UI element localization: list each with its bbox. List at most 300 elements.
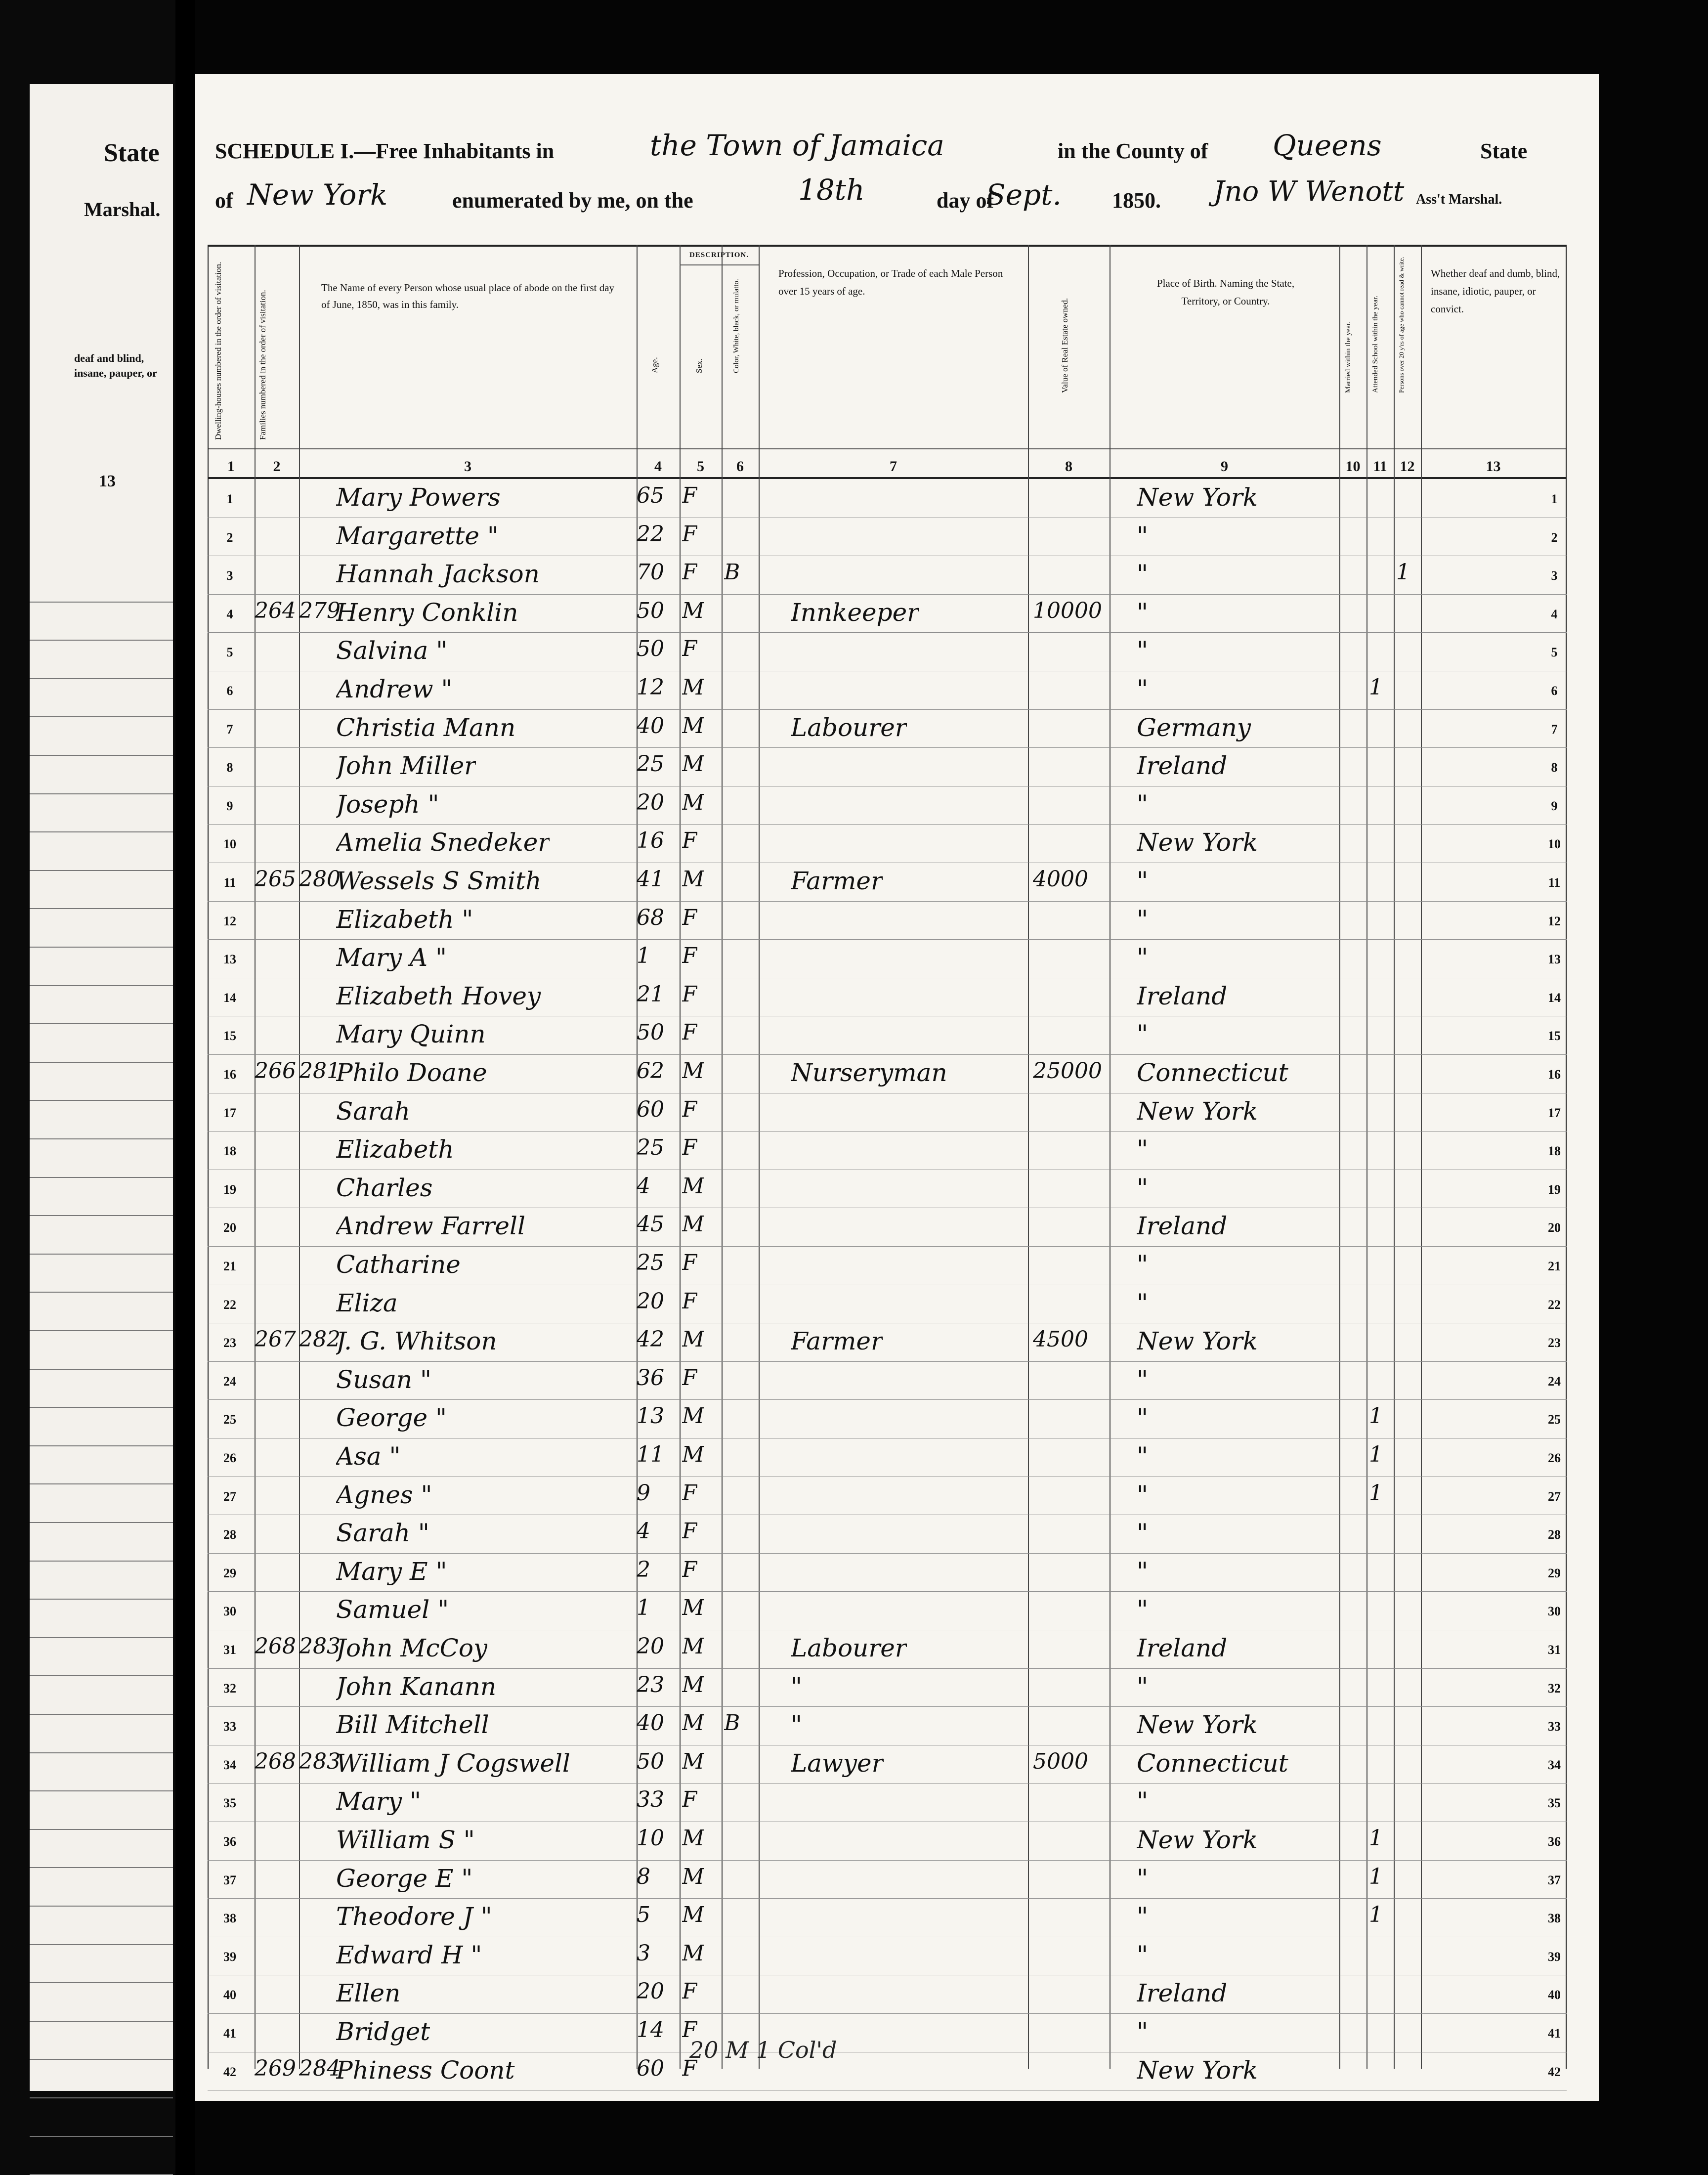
row-number-left: 5 <box>226 645 233 660</box>
row-number-right: 7 <box>1551 722 1558 737</box>
row-number-left: 27 <box>223 1489 236 1504</box>
cell-occ: Farmer <box>791 867 883 895</box>
cell-sex: M <box>682 1864 705 1889</box>
cell-name: John Kanann <box>336 1672 497 1701</box>
cell-birth: " <box>1137 1020 1148 1049</box>
row-rule <box>208 709 1567 710</box>
prev-page-rule <box>30 1599 173 1600</box>
cell-dw: 269 <box>255 2055 296 2081</box>
prev-page-rule <box>30 1177 173 1178</box>
col-num-1: 1 <box>227 458 235 475</box>
footer-tally: 20 M 1 Col'd <box>689 2037 837 2063</box>
col-border-13 <box>1566 245 1567 2069</box>
cell-sex: F <box>682 981 697 1007</box>
row-number-right: 36 <box>1548 1834 1561 1849</box>
row-number-right: 9 <box>1551 798 1558 813</box>
row-rule <box>208 901 1567 902</box>
row-number-right: 18 <box>1548 1144 1561 1159</box>
cell-sex: M <box>682 1940 705 1966</box>
cell-name: John McCoy <box>336 1634 488 1662</box>
row-number-right: 29 <box>1548 1566 1561 1580</box>
col-border-2 <box>299 245 300 2069</box>
row-number-left: 17 <box>223 1105 236 1120</box>
cell-age: 10 <box>637 1826 664 1851</box>
census-table <box>208 245 1567 2085</box>
cell-val: 5000 <box>1033 1748 1088 1774</box>
cell-name: Ellen <box>336 1979 401 2008</box>
cell-birth: " <box>1137 1787 1148 1816</box>
prev-marshal-label: Marshal. <box>84 198 161 220</box>
cell-dw: 264 <box>255 598 296 623</box>
cell-occ: Labourer <box>791 713 907 742</box>
cell-sch: 1 <box>1369 1442 1383 1467</box>
row-number-left: 31 <box>223 1643 236 1657</box>
cell-name: Andrew " <box>336 675 453 703</box>
cell-name: Philo Doane <box>336 1058 487 1087</box>
prev-page-rule <box>30 2097 173 2098</box>
cell-age: 33 <box>637 1787 664 1813</box>
row-number-left: 12 <box>223 914 236 928</box>
row-number-right: 24 <box>1548 1374 1561 1389</box>
col-header-13: Whether deaf and dumb, blind, insane, idiotic, pauper, or convict. <box>1431 267 1560 315</box>
cell-birth: " <box>1137 1940 1148 1969</box>
marshal-name: Jno W Wenott <box>1213 175 1405 208</box>
row-number-left: 9 <box>226 798 233 813</box>
col-header-10: Married within the year. <box>1344 321 1352 393</box>
row-number-right: 40 <box>1548 1988 1561 2002</box>
cell-age: 11 <box>637 1442 664 1467</box>
cell-birth: New York <box>1137 2055 1258 2085</box>
row-number-left: 3 <box>226 568 233 583</box>
row-number-right: 13 <box>1548 952 1561 967</box>
cell-birth: " <box>1137 1250 1148 1279</box>
cell-sex: M <box>682 867 705 892</box>
cell-val: 25000 <box>1033 1058 1102 1084</box>
cell-occ: Lawyer <box>791 1748 884 1778</box>
cell-age: 40 <box>637 1710 664 1736</box>
cell-occ: Innkeeper <box>791 598 919 627</box>
cell-sex: M <box>682 1710 705 1736</box>
cell-sex: M <box>682 1173 705 1199</box>
cell-name: Phiness Coont <box>336 2055 515 2085</box>
cell-age: 1 <box>637 943 650 969</box>
cell-fam: 280 <box>299 867 341 892</box>
row-number-right: 1 <box>1551 492 1558 506</box>
prev-page-rule <box>30 1369 173 1370</box>
cell-name: George E " <box>336 1864 473 1893</box>
cell-age: 62 <box>637 1058 664 1084</box>
cell-sex: M <box>682 1442 705 1467</box>
row-number-left: 22 <box>223 1297 236 1312</box>
row-number-left: 11 <box>223 875 236 890</box>
prev-page-rule <box>30 1522 173 1523</box>
cell-birth: " <box>1137 2017 1148 2046</box>
cell-age: 23 <box>637 1672 664 1697</box>
cell-sex: M <box>682 1826 705 1851</box>
cell-name: John Miller <box>336 751 476 781</box>
cell-sex: M <box>682 751 705 777</box>
cell-sex: M <box>682 675 705 700</box>
cell-fam: 281 <box>299 1058 341 1084</box>
col-header-9: Place of Birth. Naming the State, Territory, or Country. <box>1156 277 1295 307</box>
cell-name: Hannah Jackson <box>336 560 540 589</box>
cell-name: Salvina " <box>336 636 448 665</box>
row-number-left: 38 <box>223 1911 236 1926</box>
prev-page-rule <box>30 1138 173 1139</box>
prev-page-rule <box>30 2059 173 2060</box>
prev-column-label: deaf and blind, insane, pauper, or <box>74 352 157 379</box>
year-label: 1850. <box>1112 188 1161 213</box>
col-num-2: 2 <box>273 458 281 475</box>
col-border-4 <box>680 245 681 2069</box>
cell-birth: " <box>1137 943 1148 972</box>
row-number-left: 30 <box>223 1604 236 1619</box>
cell-sex: M <box>682 1634 705 1659</box>
cell-fam: 282 <box>299 1327 341 1352</box>
cell-age: 45 <box>637 1212 664 1237</box>
cell-dw: 265 <box>255 867 296 892</box>
cell-birth: " <box>1137 675 1148 703</box>
cell-sch: 1 <box>1369 1826 1383 1851</box>
cell-sch: 1 <box>1369 675 1383 700</box>
cell-sch: 1 <box>1369 1403 1383 1429</box>
cell-name: Charles <box>336 1173 433 1202</box>
cell-age: 60 <box>637 2055 664 2081</box>
cell-name: Sarah <box>336 1096 410 1126</box>
cell-sex: F <box>682 1979 697 2004</box>
cell-dw: 267 <box>255 1327 296 1352</box>
cell-age: 50 <box>637 1020 664 1045</box>
cell-occ: Farmer <box>791 1327 883 1356</box>
cell-birth: " <box>1137 1595 1148 1624</box>
row-number-left: 35 <box>223 1796 236 1811</box>
cell-birth: " <box>1137 1173 1148 1202</box>
row-rule <box>208 1246 1567 1247</box>
prev-page-rule <box>30 1675 173 1676</box>
cell-sex: F <box>682 560 697 585</box>
row-number-right: 22 <box>1548 1297 1561 1312</box>
cell-name: Elizabeth Hovey <box>336 981 541 1010</box>
state-label: State <box>1480 139 1528 163</box>
cell-name: Andrew Farrell <box>336 1212 525 1241</box>
cell-name: Sarah " <box>336 1519 429 1548</box>
cell-val: 4500 <box>1033 1327 1088 1352</box>
cell-occ: " <box>791 1710 802 1740</box>
prev-page-rule <box>30 1062 173 1063</box>
cell-sex: M <box>682 1058 705 1084</box>
cell-age: 2 <box>637 1557 650 1582</box>
cell-birth: " <box>1137 1672 1148 1701</box>
cell-birth: New York <box>1137 483 1258 512</box>
previous-page-edge <box>30 84 173 2091</box>
colnum-rule <box>208 477 1567 479</box>
row-number-left: 26 <box>223 1451 236 1465</box>
prev-page-rule <box>30 1407 173 1408</box>
prev-page-rule <box>30 2021 173 2022</box>
cell-fam: 283 <box>299 1634 341 1659</box>
col-border-1 <box>255 245 256 2069</box>
row-number-left: 13 <box>223 952 236 967</box>
row-number-right: 30 <box>1548 1604 1561 1619</box>
row-number-left: 33 <box>223 1719 236 1734</box>
col-border-5 <box>722 245 723 2069</box>
row-number-right: 39 <box>1548 1949 1561 1964</box>
prev-page-rule <box>30 1254 173 1255</box>
row-rule <box>208 1399 1567 1400</box>
col-header-12: Persons over 20 y'rs of age who cannot read & write. <box>1398 257 1405 393</box>
row-number-right: 41 <box>1548 2026 1561 2041</box>
cell-val: 4000 <box>1033 867 1088 892</box>
cell-birth: Germany <box>1137 713 1251 742</box>
cell-sex: F <box>682 636 697 662</box>
col-header-7: Profession, Occupation, or Trade of each Male Person over 15 years of age. <box>778 267 1003 297</box>
col-num-5: 5 <box>697 458 704 475</box>
row-number-left: 8 <box>226 760 233 775</box>
cell-sex: M <box>682 1902 705 1928</box>
prev-page-rule <box>30 947 173 948</box>
cell-birth: New York <box>1137 1327 1258 1356</box>
cell-name: Henry Conklin <box>336 598 518 627</box>
cell-age: 20 <box>637 789 664 815</box>
cell-age: 50 <box>637 1748 664 1774</box>
cell-sex: F <box>682 905 697 930</box>
prev-page-rule <box>30 640 173 641</box>
cell-birth: " <box>1137 521 1148 550</box>
row-rule <box>208 1054 1567 1055</box>
row-number-left: 40 <box>223 1988 236 2002</box>
cell-sex: M <box>682 713 705 739</box>
cell-name: Mary A " <box>336 943 447 972</box>
prev-page-rule <box>30 1215 173 1216</box>
cell-illit: 1 <box>1396 560 1410 585</box>
county-label: in the County of <box>1058 139 1208 163</box>
row-number-left: 6 <box>226 684 233 698</box>
cell-name: J. G. Whitson <box>336 1327 497 1356</box>
row-number-left: 39 <box>223 1949 236 1964</box>
cell-birth: " <box>1137 1480 1148 1509</box>
col-num-4: 4 <box>654 458 662 475</box>
row-rule <box>208 1553 1567 1554</box>
row-number-left: 29 <box>223 1566 236 1580</box>
prev-page-rule <box>30 2136 173 2137</box>
col-border-9 <box>1339 245 1340 2069</box>
cell-sex: F <box>682 828 697 854</box>
row-number-left: 23 <box>223 1336 236 1350</box>
cell-birth: Ireland <box>1137 1212 1228 1241</box>
cell-sex: M <box>682 1672 705 1697</box>
cell-age: 25 <box>637 1135 664 1161</box>
prev-page-rule <box>30 831 173 832</box>
row-number-left: 37 <box>223 1872 236 1887</box>
cell-age: 60 <box>637 1096 664 1122</box>
row-rule <box>208 1783 1567 1784</box>
cell-age: 50 <box>637 636 664 662</box>
cell-birth: " <box>1137 1365 1148 1394</box>
cell-name: Margarette " <box>336 521 499 550</box>
prev-page-rule <box>30 870 173 871</box>
row-number-left: 18 <box>223 1144 236 1159</box>
cell-sch: 1 <box>1369 1864 1383 1889</box>
cell-age: 4 <box>637 1173 650 1199</box>
cell-age: 42 <box>637 1327 664 1352</box>
row-number-right: 6 <box>1551 684 1558 698</box>
cell-age: 41 <box>637 867 664 892</box>
cell-sch: 1 <box>1369 1902 1383 1928</box>
col-header-11: Attended School within the year. <box>1371 295 1379 393</box>
cell-age: 68 <box>637 905 664 930</box>
row-rule <box>208 2013 1567 2014</box>
row-number-right: 31 <box>1548 1643 1561 1657</box>
col-num-8: 8 <box>1065 458 1072 475</box>
row-number-left: 14 <box>223 990 236 1005</box>
prev-page-rule <box>30 755 173 756</box>
row-number-left: 34 <box>223 1757 236 1772</box>
col-border-7 <box>1028 245 1029 2069</box>
col-header-6: Color, White, black, or mulatto. <box>732 279 740 373</box>
schedule-label: SCHEDULE I.—Free Inhabitants in <box>215 139 555 163</box>
cell-birth: " <box>1137 560 1148 589</box>
cell-name: Susan " <box>336 1365 432 1394</box>
prev-page-rule <box>30 1637 173 1638</box>
prev-page-rule <box>30 716 173 717</box>
cell-sex: F <box>682 1365 697 1391</box>
cell-sex: F <box>682 1480 697 1506</box>
cell-birth: New York <box>1137 1096 1258 1126</box>
cell-name: Wessels S Smith <box>336 867 542 895</box>
row-rule <box>208 1898 1567 1899</box>
prev-page-rule <box>30 1561 173 1562</box>
cell-sex: F <box>682 1020 697 1045</box>
col-num-3: 3 <box>464 458 471 475</box>
col-header-4: Age. <box>650 357 659 373</box>
cell-val: 10000 <box>1033 598 1102 623</box>
cell-name: Joseph " <box>336 789 439 819</box>
state-name: New York <box>247 178 388 212</box>
row-number-left: 24 <box>223 1374 236 1389</box>
prev-page-rule <box>30 1023 173 1024</box>
cell-birth: " <box>1137 598 1148 627</box>
cell-color: B <box>724 560 740 585</box>
cell-age: 1 <box>637 1595 650 1621</box>
row-number-right: 8 <box>1551 760 1558 775</box>
cell-dw: 266 <box>255 1058 296 1084</box>
cell-age: 21 <box>637 981 664 1007</box>
cell-age: 5 <box>637 1902 650 1928</box>
row-number-left: 15 <box>223 1029 236 1044</box>
cell-name: Bill Mitchell <box>336 1710 489 1740</box>
row-rule <box>208 747 1567 748</box>
cell-age: 20 <box>637 1979 664 2004</box>
enumerated-label: enumerated by me, on the <box>452 188 693 213</box>
cell-age: 3 <box>637 1940 650 1966</box>
cell-birth: New York <box>1137 1826 1258 1854</box>
enumeration-day: 18th <box>798 173 865 207</box>
cell-age: 65 <box>637 483 664 508</box>
row-number-right: 16 <box>1548 1067 1561 1082</box>
cell-age: 70 <box>637 560 664 585</box>
col-border-6 <box>759 245 760 2069</box>
cell-age: 25 <box>637 1250 664 1275</box>
cell-sex: F <box>682 1519 697 1544</box>
prev-page-rule <box>30 1829 173 1830</box>
prev-page-rule <box>30 1867 173 1868</box>
prev-page-rule <box>30 1292 173 1293</box>
cell-sex: M <box>682 1212 705 1237</box>
cell-sch: 1 <box>1369 1480 1383 1506</box>
cell-age: 8 <box>637 1864 650 1889</box>
cell-sex: M <box>682 1327 705 1352</box>
row-number-left: 2 <box>226 530 233 545</box>
row-number-right: 35 <box>1548 1796 1561 1811</box>
row-number-right: 32 <box>1548 1681 1561 1696</box>
row-number-left: 7 <box>226 722 233 737</box>
cell-occ: " <box>791 1672 802 1701</box>
row-rule <box>208 939 1567 940</box>
cell-birth: Ireland <box>1137 1979 1228 2008</box>
row-number-left: 10 <box>223 837 236 852</box>
prev-page-rule <box>30 1982 173 1983</box>
cell-birth: " <box>1137 1557 1148 1586</box>
cell-birth: " <box>1137 905 1148 934</box>
row-rule <box>208 1668 1567 1669</box>
cell-age: 14 <box>637 2017 664 2043</box>
row-number-right: 14 <box>1548 990 1561 1005</box>
place-name: the Town of Jamaica <box>650 129 944 162</box>
cell-sex: F <box>682 2055 697 2081</box>
cell-name: Elizabeth " <box>336 905 473 934</box>
cell-name: Asa " <box>336 1442 401 1471</box>
cell-age: 50 <box>637 598 664 623</box>
row-number-left: 41 <box>223 2026 236 2041</box>
row-number-right: 11 <box>1548 875 1561 890</box>
row-number-right: 10 <box>1548 837 1561 852</box>
row-rule <box>208 1860 1567 1861</box>
cell-age: 40 <box>637 713 664 739</box>
cell-birth: " <box>1137 1135 1148 1164</box>
cell-name: Mary Quinn <box>336 1020 486 1049</box>
cell-fam: 284 <box>299 2055 341 2081</box>
row-number-right: 20 <box>1548 1220 1561 1235</box>
row-rule <box>208 1706 1567 1707</box>
cell-birth: " <box>1137 1442 1148 1471</box>
row-number-left: 25 <box>223 1412 236 1427</box>
row-number-left: 21 <box>223 1259 236 1273</box>
prev-page-rule <box>30 1445 173 1446</box>
row-number-right: 23 <box>1548 1336 1561 1350</box>
row-number-left: 19 <box>223 1182 236 1197</box>
row-number-right: 3 <box>1551 568 1558 583</box>
col-border-10 <box>1366 245 1367 2069</box>
row-number-left: 1 <box>226 492 233 506</box>
cell-sex: M <box>682 789 705 815</box>
enumeration-month: Sept. <box>986 178 1062 212</box>
cell-sex: F <box>682 1135 697 1161</box>
row-number-right: 26 <box>1548 1451 1561 1465</box>
cell-birth: Ireland <box>1137 751 1228 781</box>
cell-birth: Connecticut <box>1137 1748 1288 1778</box>
cell-name: Theodore J " <box>336 1902 492 1931</box>
county-name: Queens <box>1273 129 1382 162</box>
prev-page-rule <box>30 1752 173 1753</box>
description-header: DESCRIPTION. <box>689 251 749 259</box>
row-number-right: 38 <box>1548 1911 1561 1926</box>
row-number-left: 28 <box>223 1527 236 1542</box>
prev-page-rule <box>30 1790 173 1791</box>
cell-fam: 283 <box>299 1748 341 1774</box>
col-border-12 <box>1421 245 1422 2069</box>
cell-birth: " <box>1137 1519 1148 1548</box>
prev-page-rule <box>30 602 173 603</box>
